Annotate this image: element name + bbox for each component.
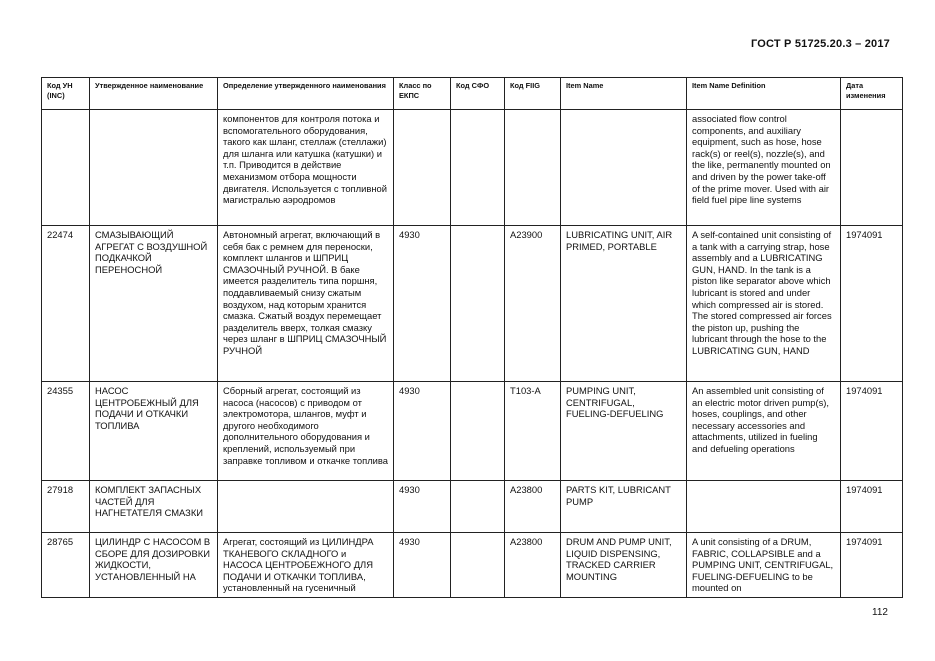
cell-sfo (451, 481, 505, 533)
cell-class: 4930 (394, 481, 451, 533)
cell-inc: 28765 (42, 533, 90, 598)
column-header-definition-ru: Определение утвержденного наименования (218, 78, 394, 110)
cell-class: 4930 (394, 226, 451, 382)
cell-item-name: PUMPING UNIT, CENTRIFUGAL, FUELING-DEFUELING (561, 382, 687, 481)
cell-sfo (451, 382, 505, 481)
cell-definition-ru (218, 481, 394, 533)
cell-class: 4930 (394, 382, 451, 481)
table-row (42, 226, 903, 382)
table-row (42, 533, 903, 598)
table-row (42, 481, 903, 533)
cell-item-definition: associated flow control components, and auxiliary equipment, such as hose, hose rack(s) or reel(s), nozzle(s), and the like, permanently mounted on and driven by the power take-off of the prime mover. Used with air field fuel pipe line systems (687, 110, 841, 226)
column-header-date: Дата изменения (841, 78, 903, 110)
cell-class: 4930 (394, 533, 451, 598)
cell-inc (42, 110, 90, 226)
cell-inc: 24355 (42, 382, 90, 481)
cell-fiig: A23800 (505, 481, 561, 533)
cell-inc: 22474 (42, 226, 90, 382)
page-number: 112 (872, 607, 888, 618)
column-header-name-ru: Утвержденное наименование (90, 78, 218, 110)
column-header-item-name: Item Name (561, 78, 687, 110)
document-code: ГОСТ Р 51725.20.3 – 2017 (750, 38, 890, 50)
cell-item-name (561, 110, 687, 226)
cell-sfo (451, 226, 505, 382)
cell-date (841, 110, 903, 226)
table-row (42, 110, 903, 226)
cell-item-definition: An assembled unit consisting of an electric motor driven pump(s), hoses, couplings, and other necessary accessories and attachments, utilized in fueling and defueling operations (687, 382, 841, 481)
cell-definition-ru: Сборный агрегат, состоящий из насоса (насосов) с приводом от электромотора, шлангов, муфт и другого необходимого дополнительного оборудования и креплений, используемый при заправке топливом и откачке топлива (218, 382, 394, 481)
cell-sfo (451, 110, 505, 226)
cell-name-ru: НАСОС ЦЕНТРОБЕЖНЫЙ ДЛЯ ПОДАЧИ И ОТКАЧКИ ТОПЛИВА (90, 382, 218, 481)
cell-date: 1974091 (841, 226, 903, 382)
cell-item-name: LUBRICATING UNIT, AIR PRIMED, PORTABLE (561, 226, 687, 382)
cell-definition-ru: Автономный агрегат, включающий в себя бак с ремнем для переноски, комплект шлангов и ШПРИЦ СМАЗОЧНЫЙ РУЧНОЙ. В баке имеется разделитель типа поршня, поддавливаемый снизу сжатым воздухом, над которым хранится смазка. Сжатый воздух перемещает разделитель вверх, толкая смазку через шланг в ШПРИЦ СМАЗОЧНЫЙ РУЧНОЙ (218, 226, 394, 382)
cell-class (394, 110, 451, 226)
cell-date: 1974091 (841, 533, 903, 598)
cell-item-name: PARTS KIT, LUBRICANT PUMP (561, 481, 687, 533)
table-row (42, 382, 903, 481)
cell-name-ru: КОМПЛЕКТ ЗАПАСНЫХ ЧАСТЕЙ ДЛЯ НАГНЕТАТЕЛЯ СМАЗКИ (90, 481, 218, 533)
column-header-class: Класс по ЕКПС (394, 78, 451, 110)
cell-sfo (451, 533, 505, 598)
cell-date: 1974091 (841, 382, 903, 481)
column-header-fiig: Код FIIG (505, 78, 561, 110)
cell-date: 1974091 (841, 481, 903, 533)
cell-item-definition: A self-contained unit consisting of a tank with a carrying strap, hose assembly and a LUBRICATING GUN, HAND. In the tank is a piston like separator above which lubricant is stored and under which compressed air is stored. The stored compressed air forces the piston up, pushing the lubricant through the hose to the LUBRICATING GUN, HAND (687, 226, 841, 382)
cell-fiig: A23900 (505, 226, 561, 382)
cell-name-ru: СМАЗЫВАЮЩИЙ АГРЕГАТ С ВОЗДУШНОЙ ПОДКАЧКОЙ ПЕРЕНОСНОЙ (90, 226, 218, 382)
cell-item-definition: A unit consisting of a DRUM, FABRIC, COLLAPSIBLE and a PUMPING UNIT, CENTRIFUGAL, FUELING-DEFUELING to be mounted on (687, 533, 841, 598)
cell-name-ru (90, 110, 218, 226)
cell-definition-ru: Агрегат, состоящий из ЦИЛИНДРА ТКАНЕВОГО СКЛАДНОГО и НАСОСА ЦЕНТРОБЕЖНОГО ДЛЯ ПОДАЧИ И ОТКАЧКИ ТОПЛИВА, установленный на гусеничный (218, 533, 394, 598)
table-header-row (42, 78, 903, 110)
cell-name-ru: ЦИЛИНДР С НАСОСОМ В СБОРЕ ДЛЯ ДОЗИРОВКИ ЖИДКОСТИ, УСТАНОВЛЕННЫЙ НА (90, 533, 218, 598)
column-header-item-definition: Item Name Definition (687, 78, 841, 110)
cell-item-name: DRUM AND PUMP UNIT, LIQUID DISPENSING, TRACKED CARRIER MOUNTING (561, 533, 687, 598)
cell-fiig: A23800 (505, 533, 561, 598)
cell-inc: 27918 (42, 481, 90, 533)
cell-item-definition (687, 481, 841, 533)
catalog-table (41, 77, 903, 598)
cell-fiig (505, 110, 561, 226)
cell-definition-ru: компонентов для контроля потока и вспомогательного оборудования, такого как шланг, стеллаж (стеллажи) для шланга или катушка (катушки) и т.п. Приводится в действие механизмом отбора мощности двигателя. Используется с топливной магистралью аэродромов (218, 110, 394, 226)
cell-fiig: T103-A (505, 382, 561, 481)
column-header-sfo: Код СФО (451, 78, 505, 110)
column-header-inc: Код УН (INC) (42, 78, 90, 110)
